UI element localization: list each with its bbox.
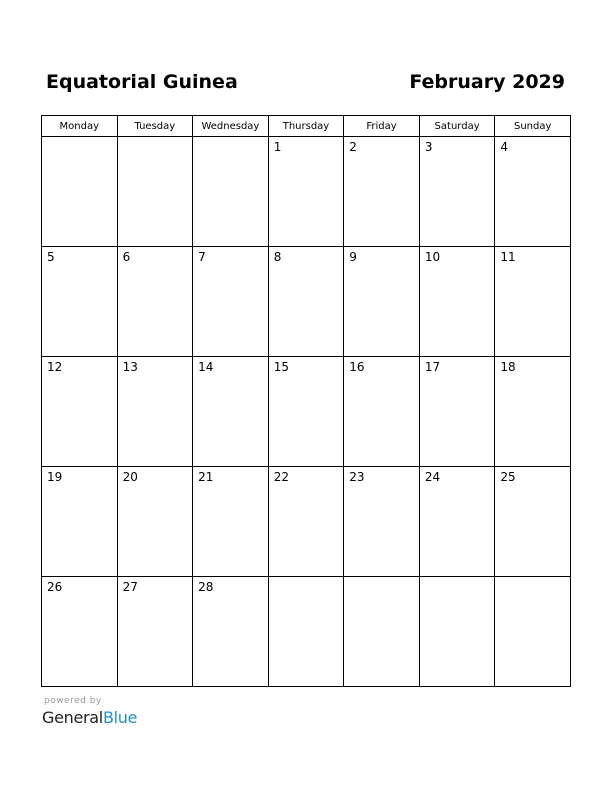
weekday-header: Sunday	[495, 116, 571, 137]
day-number: 9	[349, 250, 357, 264]
day-cell	[268, 137, 344, 247]
day-cell	[268, 247, 344, 357]
day-cell	[42, 137, 118, 247]
day-cell	[268, 467, 344, 577]
weekday-header: Friday	[344, 116, 420, 137]
day-cell	[268, 357, 344, 467]
week-row	[42, 137, 571, 247]
day-cell	[42, 247, 118, 357]
day-cell	[193, 357, 269, 467]
day-number	[269, 577, 344, 580]
generalblue-logo[interactable]	[42, 708, 137, 727]
day-number: 15	[273, 360, 289, 374]
country-title: Equatorial Guinea	[46, 71, 238, 93]
day-number: 11	[500, 250, 516, 264]
day-cell	[495, 357, 571, 467]
day-cell	[117, 357, 193, 467]
calendar-grid	[41, 115, 571, 687]
day-cell	[42, 577, 118, 687]
day-number: 3	[424, 140, 433, 154]
day-number: 25	[500, 470, 516, 484]
powered-by-text: powered by	[44, 696, 102, 706]
day-number: 20	[122, 470, 138, 484]
weekday-header: Monday	[42, 116, 118, 137]
day-number	[193, 137, 268, 140]
day-number	[42, 137, 117, 140]
day-number	[344, 577, 419, 580]
day-cell	[42, 357, 118, 467]
day-number	[118, 137, 193, 140]
day-cell	[117, 577, 193, 687]
day-number: 5	[47, 250, 55, 264]
day-number: 16	[349, 360, 365, 374]
day-cell	[344, 577, 420, 687]
day-cell	[268, 577, 344, 687]
day-number: 22	[273, 470, 289, 484]
weekday-header: Thursday	[268, 116, 344, 137]
day-cell	[193, 467, 269, 577]
day-number: 2	[349, 140, 357, 154]
week-row	[42, 577, 571, 687]
day-cell	[419, 467, 495, 577]
weekday-header: Saturday	[419, 116, 495, 137]
week-row	[42, 247, 571, 357]
weekday-header-row	[42, 116, 571, 137]
brand-blue-text: Blue	[102, 708, 138, 727]
week-row	[42, 357, 571, 467]
day-number: 4	[500, 140, 509, 154]
day-cell	[419, 247, 495, 357]
day-cell	[344, 357, 420, 467]
day-cell	[495, 247, 571, 357]
day-cell	[419, 137, 495, 247]
day-number: 19	[47, 470, 63, 484]
day-number: 23	[349, 470, 365, 484]
day-cell	[495, 577, 571, 687]
day-cell	[419, 357, 495, 467]
day-number: 27	[122, 580, 138, 594]
day-cell	[495, 467, 571, 577]
day-number: 13	[122, 360, 138, 374]
day-cell	[117, 467, 193, 577]
day-number	[495, 577, 570, 580]
day-number: 14	[198, 360, 214, 374]
day-number: 12	[47, 360, 63, 374]
day-cell	[117, 247, 193, 357]
day-cell	[117, 137, 193, 247]
day-cell	[344, 137, 420, 247]
day-number: 26	[47, 580, 63, 594]
weekday-header: Tuesday	[117, 116, 193, 137]
weekday-header: Wednesday	[193, 116, 269, 137]
day-cell	[42, 467, 118, 577]
day-number: 21	[198, 470, 214, 484]
day-cell	[193, 247, 269, 357]
day-number: 28	[198, 580, 214, 594]
week-row	[42, 467, 571, 577]
day-number: 6	[122, 250, 131, 264]
day-cell	[193, 137, 269, 247]
day-number: 7	[198, 250, 206, 264]
day-cell	[344, 467, 420, 577]
month-year-title: February 2029	[409, 71, 565, 93]
brand-general-text: General	[42, 708, 103, 727]
day-number: 17	[424, 360, 441, 374]
day-number: 24	[424, 470, 441, 484]
day-number: 8	[273, 250, 282, 264]
day-number	[420, 577, 495, 580]
day-number: 1	[273, 140, 282, 154]
day-cell	[495, 137, 571, 247]
day-number: 18	[500, 360, 516, 374]
day-cell	[419, 577, 495, 687]
day-cell	[344, 247, 420, 357]
day-cell	[193, 577, 269, 687]
day-number: 10	[424, 250, 441, 264]
